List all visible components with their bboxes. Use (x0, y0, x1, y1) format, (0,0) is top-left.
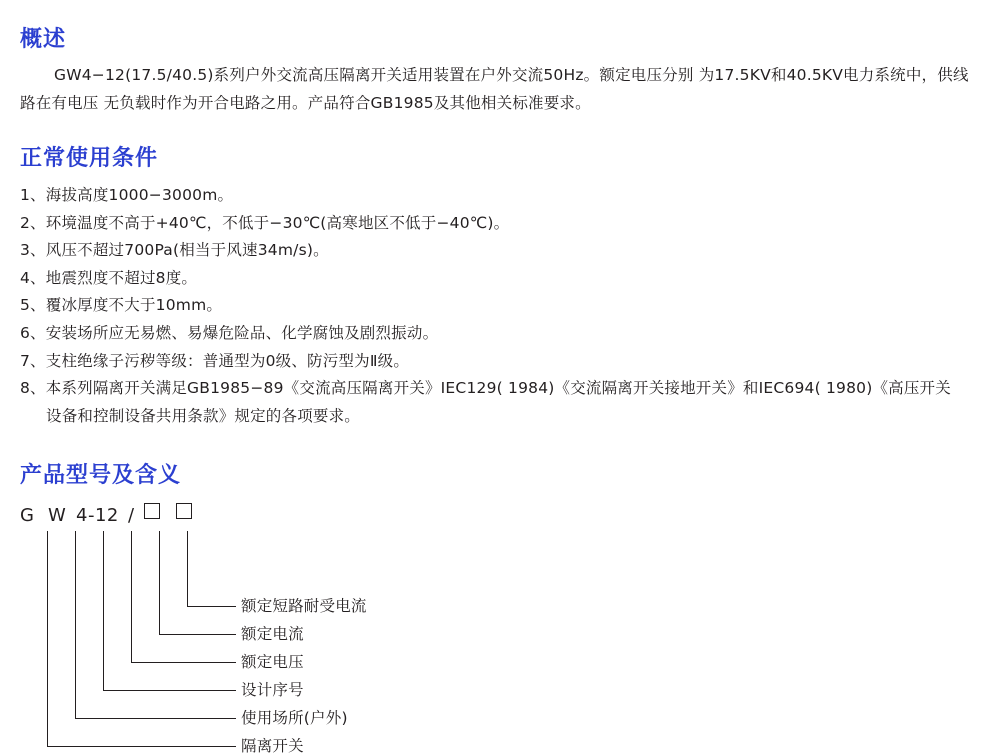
condition-text: 设备和控制设备共用条款》规定的各项要求。 (46, 406, 361, 425)
list-item (20, 182, 980, 210)
model-code-part-slash: / (128, 505, 135, 527)
leader-line-disconnector (47, 531, 236, 747)
conditions-section-title: 正常使用条件 (20, 146, 159, 172)
leader-label-rated-voltage: 额定电压 (241, 653, 304, 672)
condition-text: 4、地震烈度不超过8度。 (20, 268, 198, 287)
leader-label-rated-current: 额定电流 (241, 625, 304, 644)
overview-section-title: 概述 (20, 27, 67, 52)
list-item (20, 375, 980, 403)
list-item (20, 348, 980, 376)
list-item (20, 292, 980, 320)
condition-text: 3、风压不超过700Pa(相当于风速34m/s)。 (20, 241, 329, 260)
condition-text: 2、环境温度不高于+40℃，不低于−30℃(高寒地区不低于−40℃)。 (20, 213, 510, 232)
overview-paragraph (20, 62, 980, 117)
list-item (20, 320, 980, 348)
model-code-box-short-circuit (176, 503, 192, 519)
model-code-box-current (144, 503, 160, 519)
condition-text: 7、支柱绝缘子污秽等级：普通型为0级、防污型为Ⅱ级。 (20, 351, 410, 370)
model-code-part-w: W (48, 505, 67, 527)
condition-text: 8、本系列隔离开关满足GB1985−89《交流高压隔离开关》IEC129( 1984)《交流隔离开关接地开关》和IEC694( 1980)《高压开关 (20, 379, 951, 398)
condition-text: 6、安装场所应无易燃、易爆危险品、化学腐蚀及剧烈振动。 (20, 324, 439, 343)
model-code-part-g: G (20, 505, 35, 527)
model-code (20, 503, 192, 526)
leader-label-disconnector: 隔离开关 (241, 737, 304, 756)
model-code-part-series: 4-12 (76, 505, 119, 527)
condition-text: 5、覆冰厚度不大于10mm。 (20, 296, 223, 315)
list-item (20, 210, 980, 238)
model-section-title: 产品型号及含义 (20, 463, 182, 489)
leader-label-design-serial: 设计序号 (241, 681, 304, 700)
leader-label-short-circuit-current: 额定短路耐受电流 (241, 597, 367, 616)
model-designation-diagram (20, 503, 980, 756)
condition-text: 1、海拔高度1000−3000m。 (20, 186, 234, 205)
list-item-continuation (20, 403, 980, 431)
leader-label-usage-location: 使用场所(户外) (241, 709, 348, 728)
list-item (20, 237, 980, 265)
conditions-list (20, 182, 980, 430)
list-item (20, 265, 980, 293)
overview-paragraph-text: GW4−12(17.5/40.5)系列户外交流高压隔离开关适用装置在户外交流50Hz。额定电压分别 为17.5KV和40.5KV电力系统中，供线路在有电压 无负载时作为开合电路之用。产品符合GB1985及其他相关标准要求。 (20, 66, 969, 112)
